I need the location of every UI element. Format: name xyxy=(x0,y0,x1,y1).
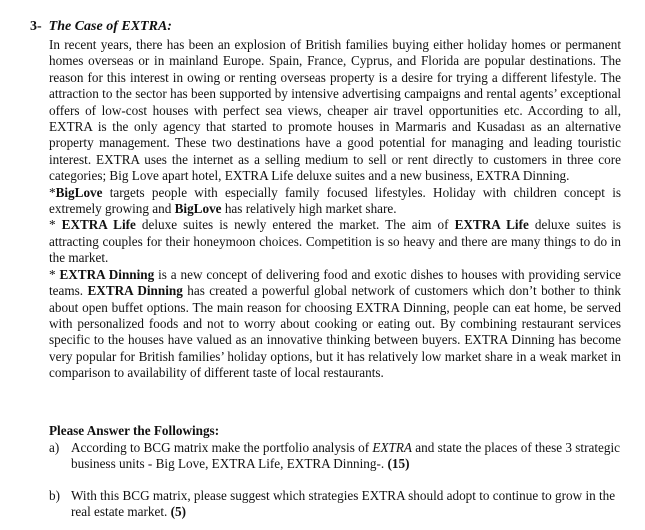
question-b-text-1: With this BCG matrix, please suggest which strategies EXTRA should adopt to continue to grow in the real estate market. xyxy=(71,488,616,520)
extradinning-text-2: has created a powerful global network of customers which don’t bother to think about open buffet options. The main reason for choosing EXTRA Dinning, people can eat home, be served with personalized foods and not to worry about cooking or eating out. By combining restaurant services specific to the houses have valued as an innovative thinking between buyers. EXTRA Dinning has become very popular for British families’ holiday options, but it has relatively low market share in a weak market in comparison to availability of different taste of local restaurants. xyxy=(49,283,621,381)
biglove-paragraph xyxy=(49,185,621,218)
section-title: The Case of EXTRA: xyxy=(48,19,172,34)
section-heading xyxy=(30,19,172,35)
question-a-points: (15) xyxy=(387,456,410,472)
extradinning-name-2: EXTRA Dinning xyxy=(87,283,183,299)
question-a-text-1: According to BCG matrix make the portfolio analysis of xyxy=(71,440,373,455)
question-a-text xyxy=(71,440,621,473)
intro-paragraph: In recent years, there has been an explosion of British families buying either holiday homes or permanent homes overseas or in mainland Europe. Spain, France, Cyprus, and Florida are popular destinations. The reason for this interest in owing or renting overseas property is a desire for trying a different lifestyle. The attraction to the sector has been supported by intensive advertising campaigns and rental agents’ exceptional offers of low-cost houses with perfect sea views, cheaper air travel opportunities etc. According to all, EXTRA is the only agency that started to promote houses in Marmaris and Kusadası as an alternative property management. These two destinations have a good potential for managing and leading touristic interest. EXTRA uses the internet as a selling medium to sell or rent directly to customers in three core categories; Big Love apart hotel, EXTRA Life deluxe suites and a new business, EXTRA Dinning. xyxy=(49,37,621,184)
questions-title: Please Answer the Followings: xyxy=(49,423,220,438)
biglove-text-1: targets people with especially family focused lifestyles. Holiday with children concept is extremely growing and xyxy=(49,184,621,217)
biglove-name: BigLove xyxy=(55,184,103,200)
extradinning-name: EXTRA Dinning xyxy=(59,266,155,282)
extralife-paragraph xyxy=(49,217,621,266)
extralife-name-2: EXTRA Life xyxy=(454,217,529,233)
biglove-name-2: BigLove xyxy=(174,201,222,217)
extradinning-bullet: * xyxy=(49,266,60,282)
question-b-letter: b) xyxy=(49,488,60,503)
question-a-letter: a) xyxy=(49,440,60,455)
biglove-text-2: has relatively high market share. xyxy=(221,201,397,217)
extralife-text-1: deluxe suites is newly entered the market. The aim of xyxy=(135,217,455,233)
extralife-text-2: deluxe suites is attracting couples for their honeymoon choices. Competition is so heavy and there are many things to do in the market. xyxy=(49,217,621,266)
question-a-emphasis: EXTRA xyxy=(372,440,412,455)
extralife-bullet: * xyxy=(49,217,62,233)
case-body xyxy=(49,37,621,382)
extralife-name: EXTRA Life xyxy=(61,217,136,233)
question-a xyxy=(49,440,621,473)
biglove-bullet: * xyxy=(49,184,56,200)
section-number: 3- xyxy=(30,19,42,34)
question-b-text xyxy=(71,488,621,521)
question-b xyxy=(49,488,621,521)
question-a-text-2: and state the places of these 3 strategic business units - Big Love, EXTRA Life, EXTRA Dinning-. xyxy=(71,440,620,472)
extradinning-text-1: is a new concept of delivering food and exotic dishes to houses with providing service teams. xyxy=(49,266,622,299)
question-b-points: (5) xyxy=(170,504,186,520)
extradinning-paragraph xyxy=(49,267,621,382)
